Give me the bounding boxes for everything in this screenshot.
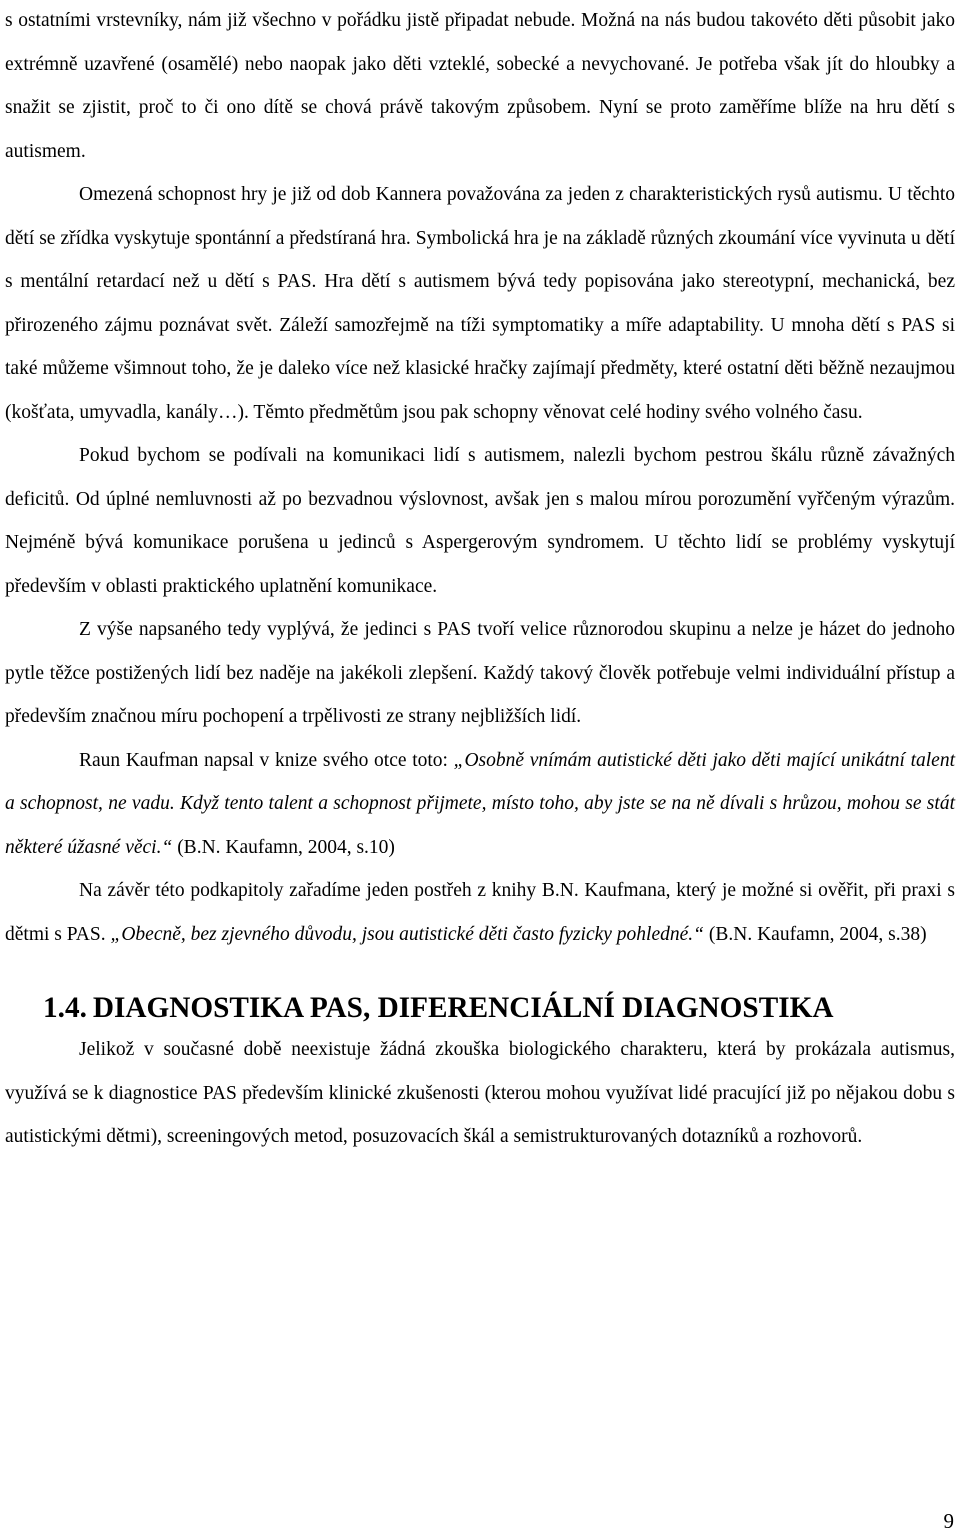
quote-paragraph xyxy=(5,869,955,956)
paragraph: s ostatními vrstevníky, nám již všechno v pořádku jistě připadat nebude. Možná na nás budou takovéto děti působit jako extrémně uzavřené (osamělé) nebo naopak jako děti vzteklé, sobecké a nevychované. Je potřeba však jít do hloubky a snažit se zjistit, proč to či ono dítě se chová právě takovým způsobem. Nyní se proto zaměříme blíže na hru dětí s autismem. xyxy=(5,10,955,162)
section-number: 1.4. xyxy=(43,992,87,1024)
paragraph: Omezená schopnost hry je již od dob Kannera považována za jeden z charakteristických rysů autismu. U těchto dětí se zřídka vyskytuje spontánní a předstíraná hra. Symbolická hra je na základě různých zkoumání více vyvinuta u dětí s mentální retardací než u dětí s PAS. Hra dětí s autismem bývá tedy popisována jako stereotypní, mechanická, bez přirozeného zájmu poznávat svět. Záleží samozřejmě na tíži symptomatiky a míře adaptability. U mnoha dětí s PAS si také můžeme všimnout toho, že je daleko více než klasické hračky zajímají předměty, které ostatní děti běžně nezaujmou (košťata, umyvadla, kanály…). Těmto předmětům jsou pak schopny věnovat celé hodiny svého volného času. xyxy=(5,184,955,423)
paragraph-text: Raun Kaufman napsal v knize svého otce toto: xyxy=(79,749,454,771)
paragraph: Pokud bychom se podívali na komunikaci lidí s autismem, nalezli bychom pestrou škálu různě závažných deficitů. Od úplné nemluvnosti až po bezvadnou výslovnost, avšak jen s malou mírou porozumění vyřčeným výrazům. Nejméně bývá komunikace porušena u jedinců s Aspergerovým syndromem. U těchto lidí se problémy vyskytují především v oblasti praktického uplatnění komunikace. xyxy=(5,445,955,597)
paragraph-text: Na závěr této podkapitoly zařadíme jeden postřeh z knihy B.N. Kaufmana, který je možné si ověřit, při praxi s dětmi s PAS. xyxy=(5,880,955,945)
paragraph: Z výše napsaného tedy vyplývá, že jedinci s PAS tvoří velice různorodou skupinu a nelze je házet do jednoho pytle těžce postižených lidí bez naděje na jakékoli zlepšení. Každý takový člověk potřebuje velmi individuální přístup a především značnou míru pochopení a trpělivosti ze strany nejbližších lidí. xyxy=(5,619,955,727)
quote-paragraph xyxy=(5,739,955,870)
citation: (B.N. Kaufamn, 2004, s.10) xyxy=(172,836,395,858)
section-title: DIAGNOSTIKA PAS, DIFERENCIÁLNÍ DIAGNOSTIKA xyxy=(92,992,834,1024)
italic-quote: „Osobně vnímám autistické děti jako děti mající unikátní talent a schopnost, ne vadu. Když tento talent a schopnost přijmete, místo toho, aby jste se na ně dívali s hrůzou, mohou se stát některé úžasné věci.“ xyxy=(5,749,956,858)
paragraph: Jelikož v současné době neexistuje žádná zkouška biologického charakteru, která by prokázala autismus, využívá se k diagnostice PAS především klinické zkušenosti (kterou mohou využívat lidé pracující již po nějakou dobu s autistickými dětmi), screeningových metod, posuzovacích škál a semistrukturovaných dotazníků a rozhovorů. xyxy=(5,1039,955,1147)
document-page xyxy=(5,0,955,1159)
italic-quote: „Obecně, bez zjevného důvodu, jsou autistické děti často fyzicky pohledné.“ xyxy=(110,923,704,945)
section-heading xyxy=(5,988,955,1028)
page-number: 9 xyxy=(943,1509,954,1533)
citation: (B.N. Kaufamn, 2004, s.38) xyxy=(704,923,927,945)
